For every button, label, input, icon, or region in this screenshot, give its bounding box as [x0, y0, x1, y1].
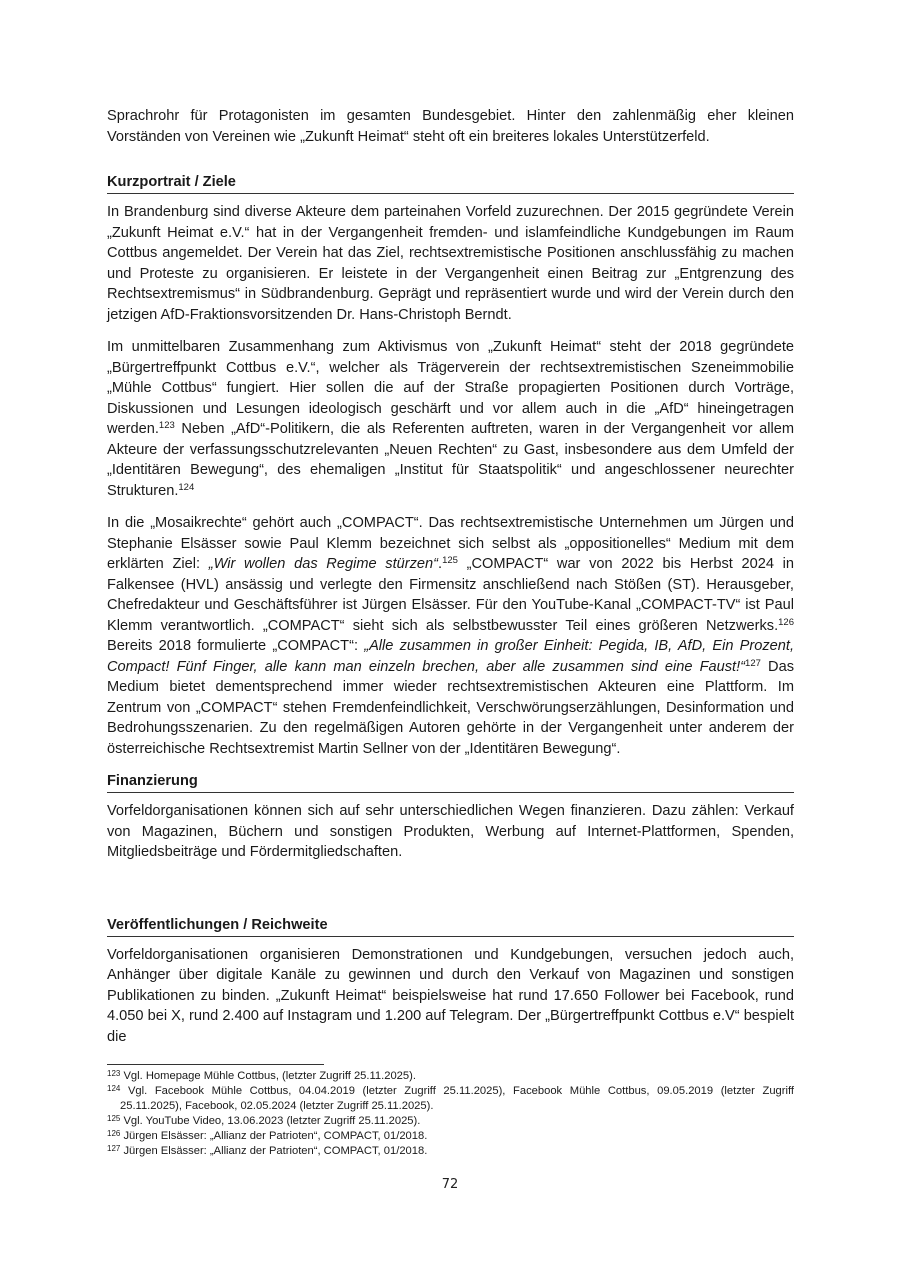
veroeffentlichungen-paragraph: Vorfeldorganisationen organisieren Demonstrationen und Kundgebungen, versuchen jedoch auch, Anhänger über digitale Kanäle zu gewinnen und durch den Verkauf von Magazinen und sonstigen Publikationen zu binden. „Zukunft Heimat“ beispielsweise hat rund 17.650 Follower bei Facebook, rund 4.050 bei X, rund 2.400 auf Instagram und 1.200 auf Telegram. Der „Bürgertreffpunkt Cottbus e.V“ bespielt die [107, 946, 794, 1045]
footnotes [107, 1064, 794, 1159]
footnote-text: Jürgen Elsässer: „Allianz der Patrioten“, COMPACT, 01/2018. [120, 1130, 428, 1142]
quote-regime: „Wir wollen das Regime stürzen“ [208, 556, 438, 572]
intro-paragraph: Sprachrohr für Protagonisten im gesamten Bundesgebiet. Hinter den zahlenmäßig eher kleinen Vorständen von Vereinen wie „Zukunft Heimat“ steht oft ein breiteres lokales Unterstützerfeld. [107, 108, 794, 145]
footnote-127 [107, 1144, 794, 1159]
paragraph-text: . [438, 556, 443, 572]
footnote-number: 123 [107, 1069, 121, 1078]
section-heading-finanzierung: Finanzierung [107, 771, 794, 793]
paragraph-text: Neben „AfD“-Politikern, die als Referenten auftreten, waren in der Vergangenheit vor allem Akteure der verfassungsschutzrelevanten „Neuen Rechten“ zu Gast, insbesondere aus dem Umfeld der „Identitären Bewegung“, des ehemaligen „Institut für Staatspolitik“ und angeschlossener neurechter Strukturen. [107, 421, 794, 499]
footnote-text: Vgl. Facebook Mühle Cottbus, 04.04.2019 (letzter Zugriff 25.11.2025), Facebook Mühle Cottbus, 09.05.2019 (letzter Zugriff 25.11.2025), Facebook, 02.05.2024 (letzter Zugriff 25.11.2025). [120, 1085, 794, 1112]
footnote-text: Vgl. YouTube Video, 13.06.2023 (letzter Zugriff 25.11.2025). [120, 1115, 421, 1127]
section-heading-kurzportrait: Kurzportrait / Ziele [107, 172, 794, 194]
footnote-number: 124 [107, 1084, 121, 1093]
spacer [107, 875, 794, 915]
section-heading-veroeffentlichungen: Veröffentlichungen / Reichweite [107, 915, 794, 937]
footnote-124 [107, 1084, 794, 1114]
footnote-125 [107, 1114, 794, 1129]
kurzportrait-paragraph-2 [107, 337, 794, 501]
footnote-ref-127[interactable]: 127 [745, 657, 761, 669]
footnote-ref-126[interactable]: 126 [778, 616, 794, 628]
kurzportrait-paragraph-1: In Brandenburg sind diverse Akteure dem parteinahen Vorfeld zuzurechnen. Der 2015 gegründete Verein „Zukunft Heimat e.V.“ hat in der Vergangenheit fremden- und islamfeindliche Kundgebungen im Raum Cottbus angemeldet. Der Verein hat das Ziel, rechtsextremistische Positionen anschlussfähig zu machen und Proteste zu organisieren. Er leistete in der Vergangenheit einen Beitrag zur „Entgrenzung des Rechtsextremismus“ in Südbrandenburg. Geprägt und repräsentiert wurde und wird der Verein durch den jetzigen AfD-Fraktionsvorsitzenden Dr. Hans-Christoph Berndt. [107, 204, 794, 323]
footnote-ref-123[interactable]: 123 [158, 420, 175, 431]
footnote-number: 126 [107, 1129, 121, 1138]
paragraph-text: In die „Mosaikrechte“ gehört auch „COMPACT“. Das rechtsextremistische Unternehmen um Jürgen und Stephanie Elsässer sowie Paul Klemm bezeichnet sich selbst als „oppositionelles“ Medium mit dem erklärten Ziel: [107, 515, 794, 572]
finanzierung-paragraph: Vorfeldorganisationen können sich auf sehr unterschiedlichen Wegen finanzieren. Dazu zählen: Verkauf von Magazinen, Büchern und sonstigen Produkten, Werbung auf Internet-Plattformen, Spenden, Mitgliedsbeiträge und Fördermitgliedschaften. [107, 803, 794, 860]
footnote-126 [107, 1129, 794, 1144]
footnote-ref-125[interactable]: 125 [442, 555, 458, 566]
paragraph-text: Bereits 2018 formulierte „COMPACT“: [107, 638, 365, 654]
page-number: 72 [441, 1177, 459, 1192]
paragraph-text: „COMPACT“ war von 2022 bis Herbst 2024 in Falkensee (HVL) ansässig und verlegte den Firmensitz anschließend nach Stößen (ST). Herausgeber, Chefredakteur und Geschäftsführer ist Jürgen Elsässer. Für den YouTube-Kanal „COMPACT-TV“ ist Paul Klemm verantwortlich. „COMPACT“ sieht sich als selbstbewusster Teil eines größeren Netzwerks. [107, 556, 794, 634]
footnote-text: Jürgen Elsässer: „Allianz der Patrioten“, COMPACT, 01/2018. [120, 1145, 428, 1157]
footnote-text: Vgl. Homepage Mühle Cottbus, (letzter Zugriff 25.11.2025). [120, 1070, 416, 1082]
quote-faust: „Alle zusammen in großer Einheit: Pegida, IB, AfD, Ein Prozent, Compact! Fünf Finger, alle kann man einzeln brechen, aber alle zusammen sind eine Faust!“ [107, 638, 795, 675]
kurzportrait-paragraph-3 [107, 513, 794, 759]
footnote-ref-124[interactable]: 124 [178, 481, 195, 493]
footnote-123 [107, 1069, 794, 1084]
footnote-divider [107, 1064, 324, 1065]
paragraph-text: Im unmittelbaren Zusammenhang zum Aktivismus von „Zukunft Heimat“ steht der 2018 gegründete „Bürgertreffpunkt Cottbus e.V.“, welcher als Trägerverein der rechtsextremistischen Szeneimmobilie „Mühle Cottbus“ fungiert. Hier sollen die auf der Straße propagierten Positionen durch Vorträge, Diskussionen und Lesungen ideologisch geschärft und vor allem auch in die „AfD“ hineingetragen werden. [107, 339, 794, 437]
page-body [107, 106, 794, 1059]
footnote-number: 125 [107, 1114, 121, 1123]
footnote-number: 127 [107, 1144, 121, 1153]
paragraph-text: Das Medium bietet dementsprechend immer wieder rechtsextremistischen Akteuren eine Plattform. Im Zentrum von „COMPACT“ stehen Fremdenfeindlichkeit, Verschwörungserzählungen, Desinformation und Bedrohungsszenarien. Zu den regelmäßigen Autoren gehörte in der Vergangenheit unter anderem der österreichische Rechtsextremist Martin Sellner von der „Identitären Bewegung“. [107, 658, 794, 757]
